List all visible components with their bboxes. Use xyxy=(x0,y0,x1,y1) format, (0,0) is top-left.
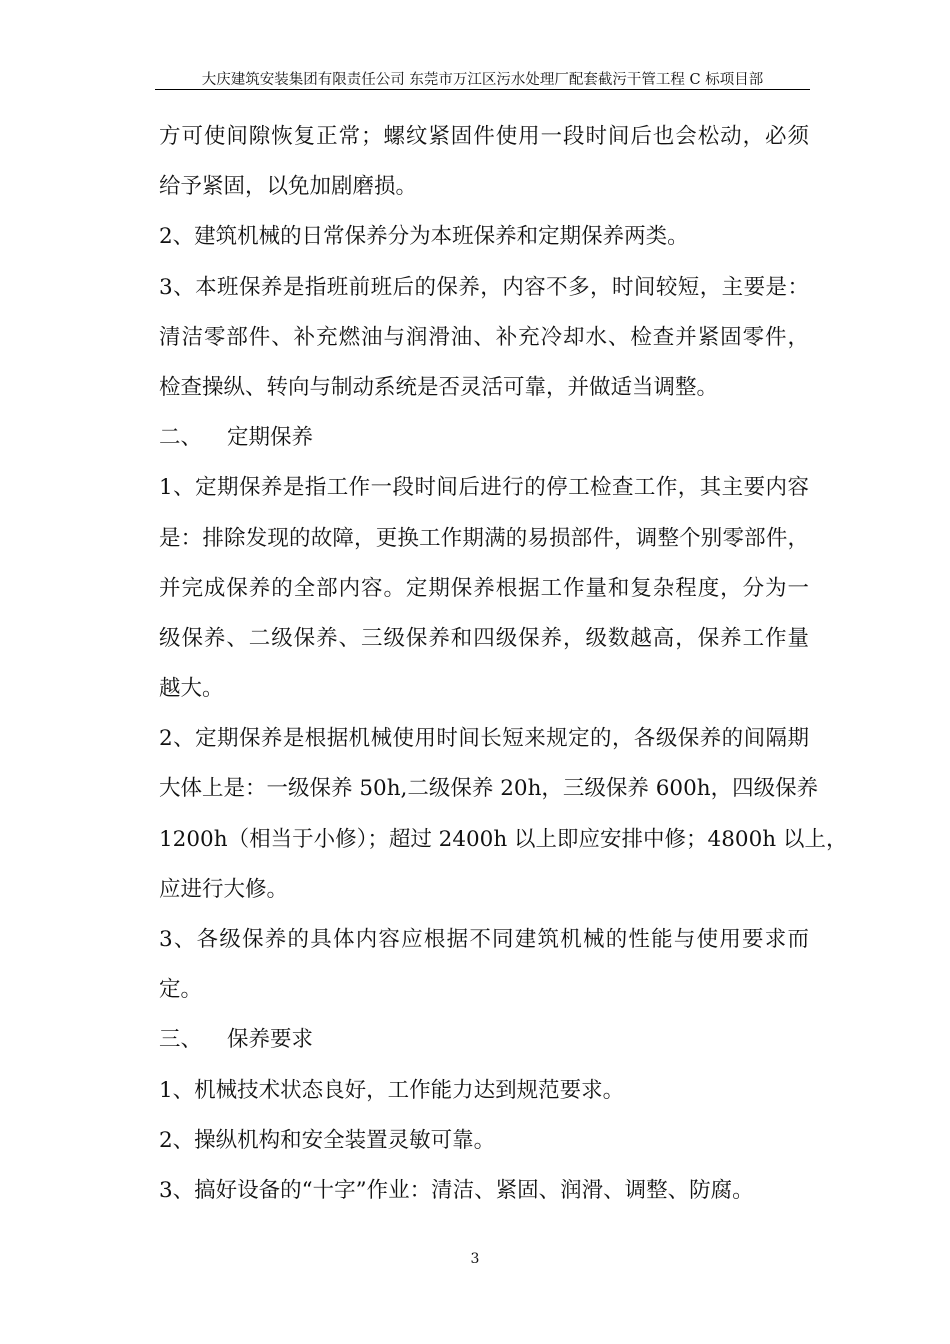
paragraph-line: 1200h（相当于小修）；超过 2400h 以上即应安排中修；4800h 以上， xyxy=(159,826,848,852)
paragraph-line: 定。 xyxy=(159,977,203,1003)
paragraph-line: 大体上是：一级保养 50h,二级保养 20h，三级保养 600h，四级保养 xyxy=(159,776,819,802)
page-header: 大庆建筑安装集团有限责任公司 东莞市万江区污水处理厂配套截污干管工程 C 标项目部 xyxy=(201,72,764,88)
page-number: 3 xyxy=(470,1251,480,1267)
paragraph-line: 2、定期保养是根据机械使用时间长短来规定的，各级保养的间隔期 xyxy=(159,726,809,752)
paragraph-line: 2、建筑机械的日常保养分为本班保养和定期保养两类。 xyxy=(159,224,689,250)
paragraph-line: 清洁零部件、补充燃油与润滑油、补充冷却水、检查并紧固零件， xyxy=(159,324,809,350)
section-title: 定期保养 xyxy=(227,425,314,451)
paragraph-line: 方可使间隙恢复正常；螺纹紧固件使用一段时间后也会松动，必须 xyxy=(159,124,809,149)
section-title: 保养要求 xyxy=(227,1027,314,1053)
section-number: 三、 xyxy=(159,1027,203,1053)
section-number: 二、 xyxy=(159,425,203,451)
paragraph-line: 给予紧固，以免加剧磨损。 xyxy=(159,174,418,200)
paragraph-line: 1、定期保养是指工作一段时间后进行的停工检查工作，其主要内容 xyxy=(159,475,809,501)
section-heading-periodic-maintenance xyxy=(159,413,809,463)
paragraph-line: 并完成保养的全部内容。定期保养根据工作量和复杂程度，分为一 xyxy=(159,575,809,601)
paragraph-line: 是：排除发现的故障，更换工作期满的易损部件，调整个别零部件， xyxy=(159,525,809,551)
paragraph-line: 3、各级保养的具体内容应根据不同建筑机械的性能与使用要求而 xyxy=(159,927,809,952)
header-rule xyxy=(155,89,810,90)
section-heading-maintenance-requirements xyxy=(159,1015,809,1065)
paragraph-line: 1、机械技术状态良好，工作能力达到规范要求。 xyxy=(159,1077,625,1103)
paragraph-line: 3、本班保养是指班前班后的保养，内容不多，时间较短，主要是： xyxy=(159,274,809,300)
paragraph-line: 检查操纵、转向与制动系统是否灵活可靠，并做适当调整。 xyxy=(159,374,719,400)
paragraph-line: 2、操纵机构和安全装置灵敏可靠。 xyxy=(159,1127,496,1153)
paragraph-line: 级保养、二级保养、三级保养和四级保养，级数越高，保养工作量 xyxy=(159,625,809,651)
paragraph-line: 应进行大修。 xyxy=(159,876,289,902)
paragraph-line: 3、搞好设备的“十字”作业：清洁、紧固、润滑、调整、防腐。 xyxy=(159,1177,754,1203)
body-text xyxy=(159,112,848,1216)
paragraph-line: 越大。 xyxy=(159,676,224,702)
